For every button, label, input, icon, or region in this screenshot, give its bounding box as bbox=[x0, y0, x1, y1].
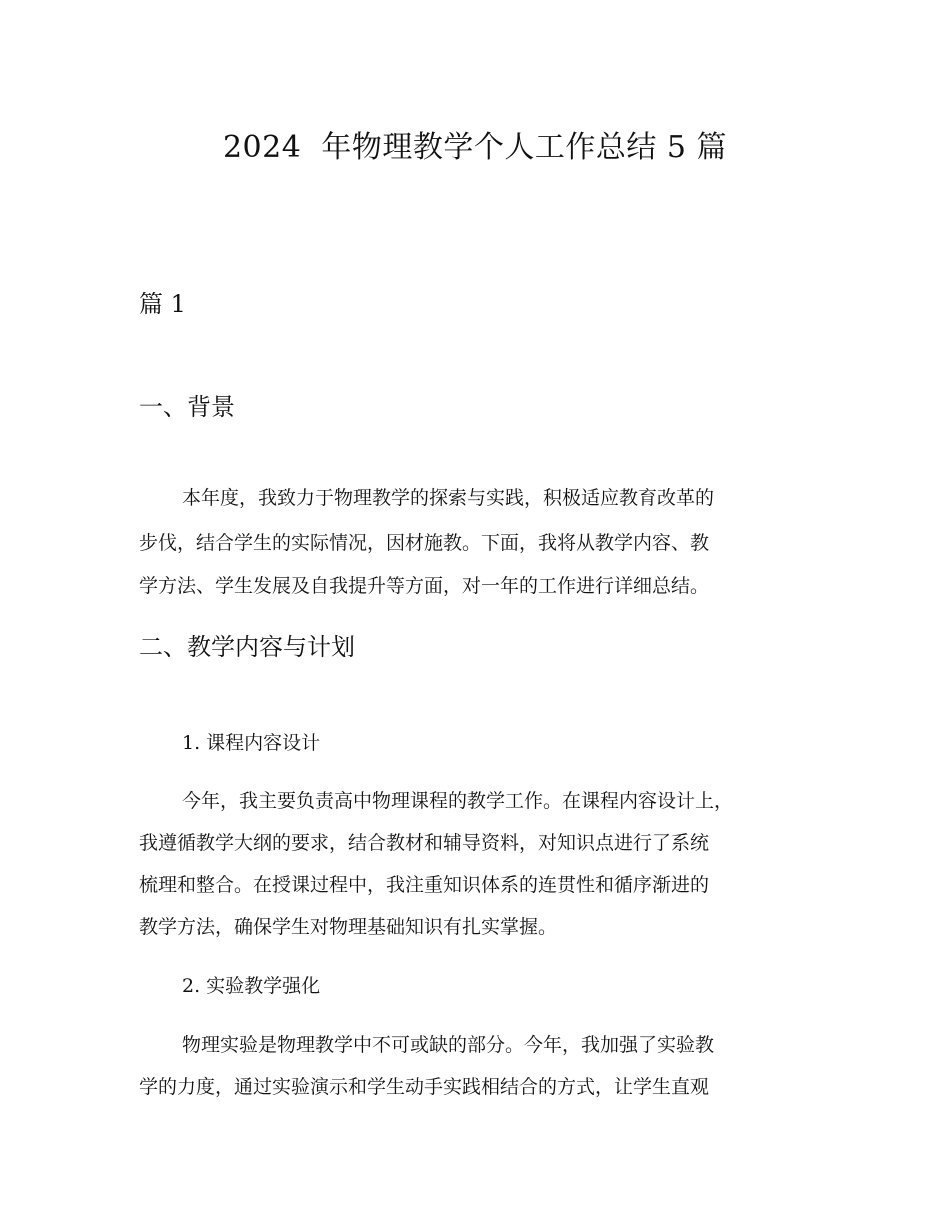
background-paragraph-line: 本年度，我致力于物理教学的探索与实践，积极适应教育改革的 bbox=[182, 487, 715, 509]
experiment-paragraph-line: 学的力度，通过实验演示和学生动手实践相结合的方式，让学生直观 bbox=[139, 1076, 710, 1098]
section-heading-content-plan: 二、教学内容与计划 bbox=[139, 633, 355, 661]
course-design-paragraph-line: 梳理和整合。在授课过程中，我注重知识体系的连贯性和循序渐进的 bbox=[139, 874, 710, 896]
subheading-experiment-teaching: 2. 实验教学强化 bbox=[182, 975, 321, 997]
background-paragraph-line: 学方法、学生发展及自我提升等方面，对一年的工作进行详细总结。 bbox=[139, 575, 710, 597]
part-heading: 篇 1 bbox=[139, 290, 186, 318]
course-design-paragraph-line: 教学方法，确保学生对物理基础知识有扎实掌握。 bbox=[139, 916, 558, 938]
section-heading-background: 一、背景 bbox=[139, 393, 235, 421]
background-paragraph-line: 步伐，结合学生的实际情况，因材施教。下面，我将从教学内容、教 bbox=[139, 532, 710, 554]
course-design-paragraph-line: 我遵循教学大纲的要求，结合教材和辅导资料，对知识点进行了系统 bbox=[139, 832, 710, 854]
subheading-course-design: 1. 课程内容设计 bbox=[182, 732, 321, 754]
document-title: 2024 年物理教学个人工作总结 5 篇 bbox=[222, 130, 728, 165]
experiment-paragraph-line: 物理实验是物理教学中不可或缺的部分。今年，我加强了实验教 bbox=[182, 1034, 715, 1056]
course-design-paragraph-line: 今年，我主要负责高中物理课程的教学工作。在课程内容设计上， bbox=[182, 790, 734, 812]
